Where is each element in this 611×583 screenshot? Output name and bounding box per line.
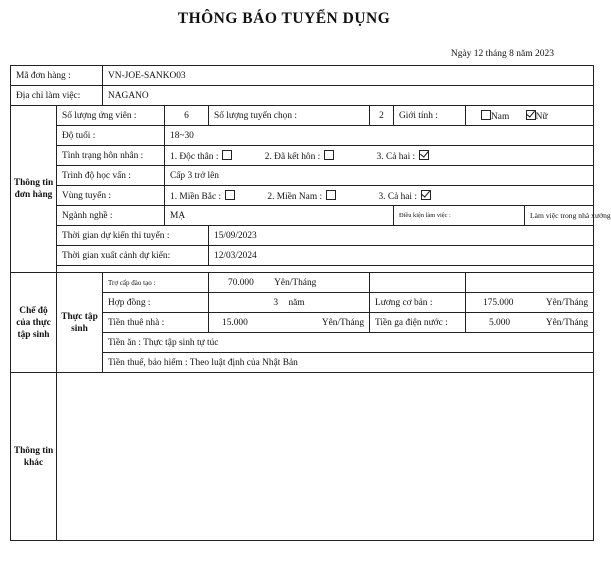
age-label: Độ tuổi : (57, 126, 165, 146)
job-row (11, 206, 594, 226)
region-opt2-checkbox[interactable] (326, 190, 336, 200)
salary-label: Lương cơ bản : (370, 293, 466, 313)
other-info-content (57, 373, 594, 541)
region-opt1-label: 1. Miền Bắc : (170, 191, 222, 202)
marital-row (11, 146, 594, 166)
salary-cell (466, 293, 594, 313)
age-row (11, 126, 594, 146)
salary-value: 175.000 (483, 297, 514, 308)
salary-unit: Yên/Tháng (545, 297, 589, 308)
benefits-sub-label: Thực tập sinh (57, 273, 103, 373)
region-row (11, 186, 594, 206)
order-code-row (11, 66, 594, 86)
address-label: Địa chỉ làm việc: (11, 86, 103, 106)
education-label: Trình độ học vấn : (57, 166, 165, 186)
marital-opt1-checkbox[interactable] (222, 150, 232, 160)
departure-value: 12/03/2024 (209, 246, 594, 266)
contract-value: 3 (273, 297, 279, 308)
order-code-label: Mã đơn hàng : (11, 66, 103, 86)
allowance-value: 70.000 (228, 277, 254, 288)
address-row (11, 86, 594, 106)
selected-label: Số lượng tuyển chọn : (209, 106, 370, 126)
allowance-label: Trợ cấp đào tạo : (103, 273, 209, 293)
job-value: MẠ (165, 206, 394, 226)
meals-text: Tiền ăn : Thực tập sinh tự túc (103, 333, 594, 353)
address-value: NAGANO (103, 86, 594, 106)
candidates-value: 6 (165, 106, 209, 126)
marital-options (165, 146, 594, 166)
other-info-section-label: Thông tin khác (11, 373, 57, 541)
marital-opt3-checkbox[interactable] (419, 150, 429, 160)
marital-opt2-label: 2. Đã kết hôn : (264, 151, 321, 162)
contract-unit: năm (288, 297, 305, 308)
interview-label: Thời gian dự kiến thi tuyển : (57, 226, 209, 246)
order-info-spacer-row (11, 266, 594, 273)
candidates-row (11, 106, 594, 126)
region-opt1-checkbox[interactable] (225, 190, 235, 200)
education-value: Cấp 3 trở lên (165, 166, 594, 186)
gender-male-label: Nam (491, 111, 510, 122)
page-title: THÔNG BÁO TUYỂN DỤNG (177, 10, 391, 27)
gender-options (466, 106, 594, 126)
rent-label: Tiền thuê nhà : (103, 313, 209, 333)
departure-row (11, 246, 594, 266)
marital-label: Tình trạng hôn nhân : (57, 146, 165, 166)
interview-value: 15/09/2023 (209, 226, 594, 246)
candidates-label: Số lượng ứng viên : (57, 106, 165, 126)
region-options (165, 186, 594, 206)
other-info-row (11, 373, 594, 541)
region-label: Vùng tuyển : (57, 186, 165, 206)
conditions-label: Điều kiện làm việc : (394, 206, 525, 226)
rent-value: 15.000 (222, 317, 248, 328)
rent-unit: Yên/Tháng (321, 317, 365, 328)
marital-opt2-checkbox[interactable] (324, 150, 334, 160)
gender-label: Giới tính : (394, 106, 466, 126)
gender-female-checkbox[interactable] (526, 110, 536, 120)
departure-label: Thời gian xuất cảnh dự kiến: (57, 246, 209, 266)
job-label: Ngành nghề : (57, 206, 165, 226)
allowance-empty-1 (370, 273, 466, 293)
gender-female-label: Nữ (535, 111, 548, 122)
selected-value: 2 (370, 106, 394, 126)
recruitment-form (10, 65, 611, 541)
contract-label: Hợp đồng : (103, 293, 209, 313)
marital-opt3-label: 3. Cả hai : (376, 151, 416, 162)
order-info-spacer (57, 266, 594, 273)
region-opt2-label: 2. Miền Nam : (267, 191, 323, 202)
education-row (11, 166, 594, 186)
age-value: 18~30 (165, 126, 594, 146)
rent-cell (209, 313, 370, 333)
utilities-cell (466, 313, 594, 333)
allowance-row (11, 273, 594, 293)
allowance-empty-2 (466, 273, 594, 293)
order-code-value: VN-JOE-SANKO03 (103, 66, 594, 86)
tax-text: Tiền thuế, bảo hiểm : Theo luật định của Nhật Bản (103, 353, 594, 373)
interview-row (11, 226, 594, 246)
utilities-unit: Yên/Tháng (545, 317, 589, 328)
allowance-cell (209, 273, 370, 293)
order-info-section-label: Thông tin đơn hàng (11, 106, 57, 273)
utilities-label: Tiền ga điện nước : (370, 313, 466, 333)
utilities-value: 5.000 (489, 317, 511, 328)
document-date: Ngày 12 tháng 8 năm 2023 (450, 49, 554, 59)
gender-male-checkbox[interactable] (481, 110, 491, 120)
conditions-value: Làm việc trong nhà xưởng (525, 206, 594, 226)
region-opt3-label: 3. Cả hai : (378, 191, 417, 202)
region-opt3-checkbox[interactable] (421, 190, 431, 200)
benefits-section-label: Chế độ của thực tập sinh (11, 273, 57, 373)
allowance-unit: Yên/Tháng (274, 277, 317, 288)
marital-opt1-label: 1. Độc thân : (170, 151, 219, 162)
contract-cell (209, 293, 370, 313)
